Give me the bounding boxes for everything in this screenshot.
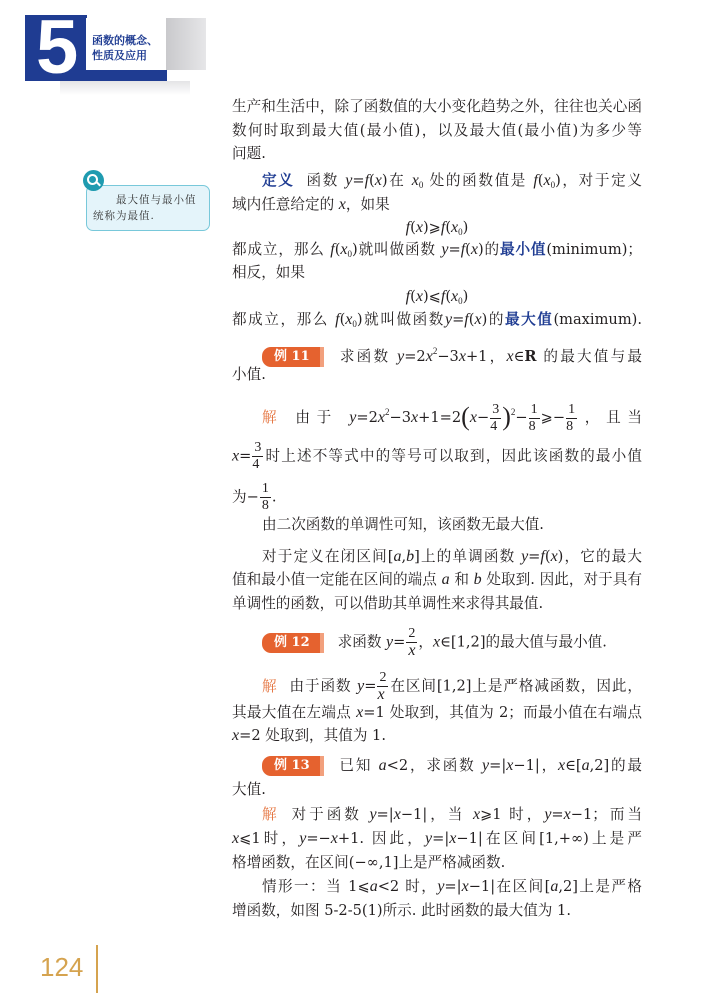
text: =: [393, 633, 406, 651]
text: −1|在区间[1,+∞)上是严: [456, 830, 643, 847]
math-var: x: [393, 806, 401, 823]
math-var: x: [338, 196, 346, 213]
text: ∈[: [565, 757, 582, 774]
math-var: f: [405, 288, 411, 305]
text: (maximum).: [553, 311, 642, 328]
text: 数何时取到最大值(最小值)，以及最大值(最小值)为多少等: [232, 122, 642, 139]
text: (: [410, 288, 416, 305]
fraction: [252, 440, 263, 473]
text: (: [369, 172, 375, 189]
text: =|: [489, 757, 507, 774]
text: =: [352, 172, 365, 189]
denominator: 8: [261, 498, 269, 513]
text: 由于: [295, 409, 350, 426]
text: ∈: [513, 348, 525, 365]
header-shadow: [60, 81, 190, 95]
math-var: f: [335, 311, 340, 328]
subscript: 0: [352, 319, 357, 329]
numerator: 3: [254, 440, 262, 455]
text: (: [544, 548, 551, 565]
text: 求函数: [337, 633, 387, 651]
text-line: [232, 875, 642, 899]
text: =: [452, 311, 465, 328]
text: =|: [432, 830, 450, 847]
math-var: a: [393, 548, 402, 565]
text-line: [232, 754, 642, 778]
text: ∈[1,2]的最大值与最小值.: [440, 633, 607, 651]
text: )，它的最大: [557, 548, 642, 565]
numerator: 1: [261, 481, 269, 496]
text: =|: [376, 806, 394, 823]
key-term: 最小值: [499, 241, 547, 258]
text: 函数: [306, 172, 346, 189]
side-note: 最大值与最小值统称为最值.: [86, 185, 210, 231]
math-var: x: [461, 878, 469, 895]
text: <2 时，: [377, 878, 438, 895]
text: 小值.: [232, 366, 266, 383]
text: ，: [418, 633, 433, 651]
math-var: f: [464, 311, 469, 328]
text: ): [462, 219, 469, 236]
text: =: [528, 548, 541, 565]
text-line: [232, 513, 642, 537]
math-var: y: [441, 241, 449, 258]
example-badge: 例 11: [262, 347, 324, 367]
text: 其最大值在左端点: [232, 704, 357, 721]
math-var: y: [481, 757, 490, 774]
text: ⩾1 时，: [480, 806, 545, 823]
text: −3: [389, 409, 412, 426]
numerator: 2: [408, 626, 416, 641]
text: 情形一：当 1⩽: [262, 878, 370, 895]
text: ⩽1时，: [239, 830, 300, 847]
text: .: [271, 488, 277, 506]
text-line: [232, 308, 642, 332]
subscript: 0: [458, 296, 463, 306]
text: (: [410, 219, 416, 236]
math-var: y: [544, 806, 552, 823]
superscript: 2: [510, 407, 516, 417]
text: −: [476, 409, 490, 426]
text-line: [232, 216, 642, 240]
text: ,2]上是严格: [558, 878, 643, 895]
math-var: x: [345, 311, 353, 328]
header-gray-band: [166, 18, 206, 70]
text: ，如果: [345, 196, 390, 213]
text: )就叫做函数: [356, 311, 445, 328]
text-line: [232, 899, 642, 923]
text: 在区间[1,2]上是严格减函数，因此，: [389, 677, 642, 695]
math-var: x: [377, 409, 386, 426]
math-var: x: [330, 830, 338, 847]
text: (: [334, 241, 341, 258]
text: =: [239, 447, 252, 465]
text: −1|在区间[: [468, 878, 551, 895]
text: =2: [356, 409, 378, 426]
text: 生产和生活中，除了函数值的大小变化趋势之外，往往也关心函: [232, 98, 642, 115]
math-var: f: [460, 241, 466, 258]
text-line: [232, 481, 642, 513]
math-var: y: [299, 830, 307, 847]
text: =: [551, 806, 564, 823]
math-var: x: [433, 633, 441, 651]
text: ,2]的最: [589, 757, 642, 774]
text: 域内任意给定的: [232, 196, 339, 213]
text-line: [232, 670, 642, 703]
math-var: f: [405, 219, 411, 236]
text: =2: [404, 348, 426, 365]
math-var: a: [441, 571, 450, 588]
denominator: 4: [490, 418, 498, 434]
text: 都成立，那么: [232, 311, 336, 328]
text: ⩾−: [540, 409, 566, 426]
text: =−: [306, 830, 331, 847]
text-line: [232, 285, 642, 309]
superscript: 2: [432, 346, 438, 356]
text: =|: [444, 878, 462, 895]
text: 求函数: [337, 348, 398, 365]
math-var: x: [474, 311, 482, 328]
fraction: [377, 670, 388, 703]
text: )就叫做函数: [352, 241, 442, 258]
math-var: x: [458, 348, 466, 365]
text: 值和最小值一定能在区间的端点: [232, 571, 442, 588]
text-line: [232, 626, 642, 659]
subscript: 0: [458, 227, 463, 237]
text: ,: [401, 548, 407, 565]
text: 和: [449, 571, 474, 588]
math-var: x: [563, 806, 571, 823]
text-line: [232, 238, 642, 262]
text: )的: [477, 241, 500, 258]
text: 的最大值与最: [536, 348, 643, 365]
chapter-number: 5: [36, 5, 77, 90]
solution-label: 解: [262, 677, 278, 695]
text: 由二次函数的单调性可知，该函数无最大值.: [262, 516, 544, 533]
text-line: [232, 261, 642, 285]
denominator: x: [377, 686, 385, 703]
text: )在: [381, 172, 412, 189]
math-var: y: [369, 806, 377, 823]
text-line: [232, 142, 642, 166]
text-line: [232, 592, 642, 616]
math-var: x: [472, 806, 481, 823]
text: =1 处取到，其值为 2；而最小值在右端点: [363, 704, 643, 721]
text: 处取到. 因此，对于具有: [481, 571, 643, 588]
text: (: [445, 288, 452, 305]
math-var: a: [581, 757, 590, 774]
math-var: y: [345, 172, 353, 189]
subscript: 0: [347, 249, 353, 259]
text-line: [232, 169, 642, 193]
math-var: x: [232, 830, 240, 847]
math-var: y: [444, 311, 453, 328]
fraction: [529, 402, 540, 435]
text: 时上述不等式中的等号可以取到，因此该函数的最小值: [264, 447, 642, 465]
text: 对于定义在闭区间[: [262, 548, 394, 565]
text: 处的函数值是: [423, 172, 534, 189]
fraction: [406, 626, 417, 659]
text-line: [232, 724, 642, 748]
math-var: y: [521, 548, 529, 565]
text: ，且当: [578, 409, 642, 426]
text: 大值.: [232, 781, 266, 798]
text: (: [339, 311, 346, 328]
math-var: x: [506, 757, 514, 774]
text: (: [465, 241, 471, 258]
text: 都成立，那么: [232, 241, 331, 258]
math-var: x: [232, 447, 240, 465]
math-var: x: [449, 830, 457, 847]
page-number-divider: [96, 945, 98, 993]
denominator: 8: [528, 418, 536, 434]
text: )的: [481, 311, 505, 328]
text: (: [445, 219, 452, 236]
math-var: y: [437, 878, 445, 895]
math-var: x: [232, 727, 240, 744]
text-line: [232, 193, 642, 217]
numerator: 1: [568, 401, 576, 417]
text: ): [462, 288, 469, 305]
page-number: 124: [40, 952, 84, 982]
math-var: x: [550, 548, 558, 565]
numerator: 2: [379, 670, 387, 685]
header-blue-strip: [87, 70, 167, 81]
math-var: x: [411, 172, 419, 189]
math-var: f: [440, 219, 446, 236]
fraction: [490, 402, 501, 435]
math-var: x: [340, 241, 348, 258]
text: 为−: [232, 488, 259, 506]
text-line: [232, 363, 642, 387]
numerator: 3: [492, 401, 500, 417]
text: −1|，当: [400, 806, 473, 823]
text: (: [468, 311, 475, 328]
math-var: y: [425, 830, 433, 847]
math-var: f: [533, 172, 538, 189]
denominator: 4: [252, 457, 260, 472]
text: =: [448, 241, 461, 258]
math-var: x: [451, 219, 459, 236]
text: 问题.: [232, 145, 266, 162]
text: +1=2: [418, 409, 462, 426]
text-line: [232, 803, 642, 827]
math-var: x: [469, 409, 477, 426]
math-var: f: [364, 172, 370, 189]
text-line: [232, 95, 642, 119]
math-var: f: [330, 241, 335, 258]
subscript: 0: [418, 180, 424, 190]
chapter-title: [92, 33, 158, 63]
superscript: 2: [385, 407, 390, 417]
text: −: [515, 409, 528, 426]
solution-label: 解: [262, 806, 280, 823]
text: =2 处取到，其值为 1.: [239, 727, 386, 744]
text: )⩾: [422, 219, 441, 236]
chapter-title-line2: 性质及应用: [92, 49, 147, 62]
math-var: x: [415, 288, 423, 305]
text: −1；而当: [570, 806, 642, 823]
text: ]上的单调函数: [414, 548, 522, 565]
numerator: 1: [530, 401, 538, 417]
text: 增函数，如图 5-2-5(1)所示. 此时函数的最大值为 1.: [232, 902, 571, 919]
text-line: [232, 827, 642, 851]
text: )⩽: [422, 288, 441, 305]
math-var: x: [543, 172, 551, 189]
math-var: a: [378, 757, 387, 774]
math-var: x: [451, 288, 459, 305]
math-var: x: [374, 172, 382, 189]
math-var: y: [386, 633, 394, 651]
math-var: x: [356, 704, 364, 721]
math-var: y: [357, 677, 365, 695]
text: <2，求函数: [386, 757, 482, 774]
math-var: f: [440, 288, 446, 305]
definition-label: 定义: [262, 172, 295, 189]
text: +1，: [465, 348, 507, 365]
math-var: b: [406, 548, 415, 565]
fraction: [566, 402, 577, 435]
math-var: b: [473, 571, 482, 588]
denominator: x: [408, 642, 416, 659]
text-line: [232, 851, 642, 875]
math-var: x: [411, 409, 419, 426]
text: 由于函数: [289, 677, 358, 695]
text: 单调性的函数，可以借助其单调性来求得其最值.: [232, 595, 544, 612]
text: +1. 因此，: [337, 830, 426, 847]
text: 已知: [337, 757, 379, 774]
math-var: x: [470, 241, 478, 258]
text: 格增函数，在区间(−∞,1]上是严格减函数.: [232, 854, 506, 871]
text-line: [232, 701, 642, 725]
text: =: [364, 677, 377, 695]
math-var: x: [557, 757, 566, 774]
fraction: [260, 481, 271, 514]
text: −3: [437, 348, 459, 365]
text: 对于函数: [291, 806, 370, 823]
math-var: a: [369, 878, 378, 895]
denominator: 8: [566, 418, 574, 434]
text-line: [232, 440, 642, 472]
math-set: R: [524, 348, 537, 365]
paren: ): [502, 402, 511, 431]
magnifier-icon: [83, 170, 104, 191]
math-var: f: [540, 548, 545, 565]
text-line: [232, 400, 642, 434]
text: −1|，: [513, 757, 558, 774]
solution-label: 解: [262, 409, 284, 426]
subscript: 0: [550, 180, 556, 190]
text-line: [232, 778, 642, 802]
text: 相反，如果: [232, 264, 305, 281]
text-line: [232, 119, 642, 143]
math-var: x: [506, 348, 514, 365]
math-var: y: [397, 348, 405, 365]
example-badge: 例 13: [262, 756, 324, 776]
text: (: [537, 172, 544, 189]
text: (minimum)；: [546, 241, 642, 258]
text-line: [232, 545, 642, 569]
text: )，对于定义: [555, 172, 642, 189]
math-var: x: [415, 219, 423, 236]
text-line: [232, 339, 642, 363]
paren: (: [461, 402, 470, 431]
math-var: x: [425, 348, 433, 365]
example-badge: 例 12: [262, 633, 324, 653]
text-line: [232, 568, 642, 592]
math-var: a: [550, 878, 559, 895]
math-var: y: [349, 409, 357, 426]
key-term: 最大值: [504, 311, 554, 328]
chapter-title-line1: 函数的概念、: [92, 34, 158, 47]
